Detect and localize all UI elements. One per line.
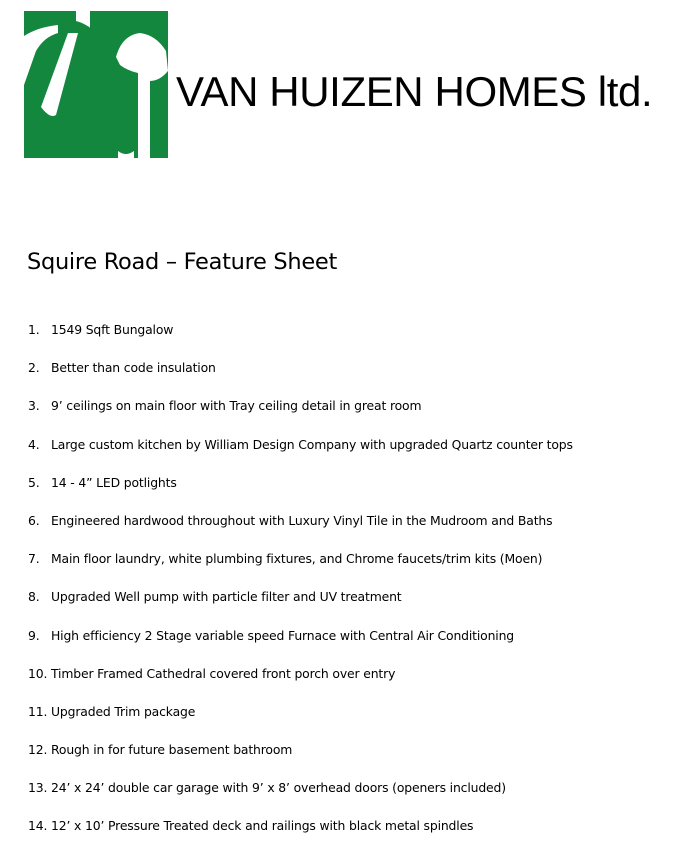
feature-number: 8.	[28, 589, 40, 605]
feature-number: 6.	[28, 512, 40, 528]
feature-item	[28, 550, 573, 588]
feature-text: Engineered hardwood throughout with Luxury Vinyl Tile in the Mudroom and Baths	[51, 512, 553, 528]
feature-number: 2.	[28, 360, 40, 376]
feature-text: 9’ ceilings on main floor with Tray ceiling detail in great room	[51, 398, 422, 414]
feature-item	[28, 436, 573, 474]
feature-number: 11.	[28, 703, 48, 719]
feature-text: 14 - 4” LED potlights	[51, 474, 177, 490]
feature-item	[28, 817, 573, 855]
feature-number: 9.	[28, 627, 40, 643]
feature-text: Timber Framed Cathedral covered front porch over entry	[51, 665, 396, 681]
feature-item	[28, 512, 573, 550]
feature-text: Large custom kitchen by William Design Company with upgraded Quartz counter tops	[51, 436, 573, 452]
feature-text: Upgraded Trim package	[51, 703, 196, 719]
feature-text: 1549 Sqft Bungalow	[51, 322, 174, 337]
feature-item	[28, 321, 573, 359]
feature-number: 4.	[28, 436, 40, 452]
feature-number: 1.	[28, 322, 40, 337]
company-name: VAN HUIZEN HOMES ltd.	[176, 68, 653, 115]
feature-item	[28, 588, 573, 626]
feature-item	[28, 703, 573, 741]
feature-text: Rough in for future basement bathroom	[51, 742, 293, 758]
feature-text: 12’ x 10’ Pressure Treated deck and railings with black metal spindles	[51, 818, 474, 834]
feature-list	[28, 321, 573, 856]
feature-text: Main floor laundry, white plumbing fixtures, and Chrome faucets/trim kits (Moen)	[51, 551, 543, 567]
feature-text: Upgraded Well pump with particle filter and UV treatment	[51, 589, 402, 605]
feature-item	[28, 627, 573, 665]
feature-number: 3.	[28, 398, 40, 414]
feature-number: 7.	[28, 551, 40, 567]
feature-item	[28, 779, 573, 817]
page-title: Squire Road – Feature Sheet	[27, 249, 337, 275]
feature-number: 10.	[28, 665, 48, 681]
feature-number: 13.	[28, 780, 48, 796]
feature-number: 12.	[28, 742, 48, 758]
feature-text: High efficiency 2 Stage variable speed Furnace with Central Air Conditioning	[51, 627, 515, 643]
feature-number: 5.	[28, 474, 40, 490]
feature-item	[28, 741, 573, 779]
feature-item	[28, 474, 573, 512]
feature-item	[28, 397, 573, 435]
feature-text: Better than code insulation	[51, 360, 216, 376]
feature-text: 24’ x 24’ double car garage with 9’ x 8’ overhead doors (openers included)	[51, 780, 506, 796]
feature-item	[28, 359, 573, 397]
feature-item	[28, 665, 573, 703]
company-logo	[24, 11, 168, 158]
feature-number: 14.	[28, 818, 48, 834]
